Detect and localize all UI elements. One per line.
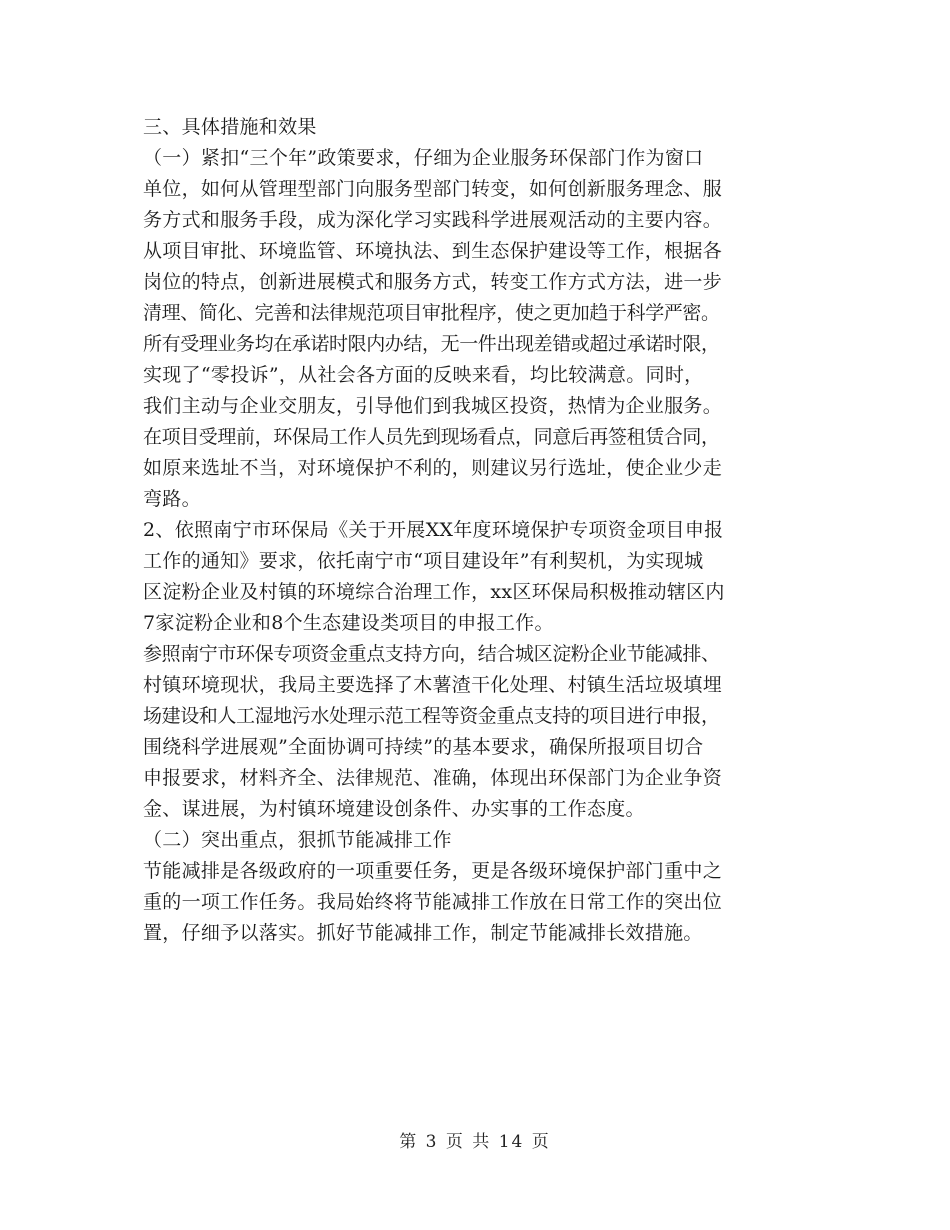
text-line: 申报要求，材料齐全、法律规范、准确，体现出环保部门为企业争资 [143,767,723,789]
text-line: 清理、简化、完善和法律规范项目审批程序，使之更加趋于科学严密。 [143,302,720,324]
subsection-heading: （二）突出重点，狠抓节能减排工作 [143,829,452,851]
text-line: 参照南宁市环保专项资金重点支持方向，结合城区淀粉企业节能减排、 [143,643,720,665]
text-line: 在项目受理前，环保局工作人员先到现场看点，同意后再签租赁合同， [143,426,720,448]
page-number-footer: 第 3 页 共 14 页 [399,1132,551,1152]
text-line: 弯路。 [143,488,201,510]
text-line: 从项目审批、环境监管、环境执法、到生态保护建设等工作，根据各 [143,240,723,262]
text-line: 置，仔细予以落实。抓好节能减排工作，制定节能减排长效措施。 [143,922,703,944]
text-line: 围绕科学进展观”全面协调可持续”的基本要求，确保所报项目切合 [143,736,704,758]
text-line: 金、谋进展，为村镇环境建设创条件、办实事的工作态度。 [143,798,645,820]
text-line: 2、依照南宁市环保局《关于开展XX年度环境保护专项资金项目申报 [143,519,724,541]
text-line: 我们主动与企业交朋友，引导他们到我城区投资，热情为企业服务。 [143,395,723,417]
text-line: 务方式和服务手段，成为深化学习实践科学进展观活动的主要内容。 [143,209,723,231]
text-line: 场建设和人工湿地污水处理示范工程等资金重点支持的项目进行申报， [143,705,720,727]
section-heading: 三、具体措施和效果 [143,116,317,138]
document-body [143,112,823,949]
text-line: 所有受理业务均在承诺时限内办结，无一件出现差错或超过承诺时限， [143,333,720,355]
text-line: 节能减排是各级政府的一项重要任务，更是各级环境保护部门重中之 [143,860,723,882]
text-line: 岗位的特点，创新进展模式和服务方式，转变工作方式方法，进一步 [143,271,723,293]
text-line: 单位，如何从管理型部门向服务型部门转变，如何创新服务理念、服 [143,178,723,200]
text-line: 如原来选址不当，对环境保护不利的，则建议另行选址，使企业少走 [143,457,723,479]
text-line: 村镇环境现状，我局主要选择了木薯渣干化处理、村镇生活垃圾填埋 [143,674,723,696]
text-line: 实现了“零投诉”，从社会各方面的反映来看，均比较满意。同时， [143,364,704,386]
text-line: （一）紧扣“三个年”政策要求，仔细为企业服务环保部门作为窗口 [143,147,704,169]
text-line: 工作的通知》要求，依托南宁市“项目建设年”有利契机，为实现城 [143,550,704,572]
text-line: 区淀粉企业及村镇的环境综合治理工作，xx区环保局积极推动辖区内 [143,581,725,603]
text-line: 重的一项工作任务。我局始终将节能减排工作放在日常工作的突出位 [143,891,723,913]
text-line: 7家淀粉企业和8个生态建设类项目的申报工作。 [143,612,554,634]
